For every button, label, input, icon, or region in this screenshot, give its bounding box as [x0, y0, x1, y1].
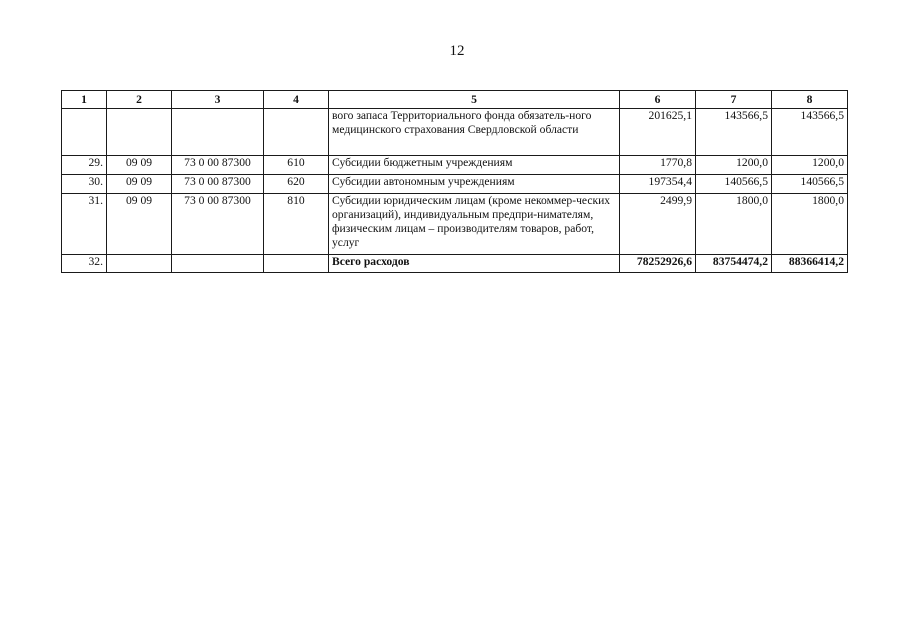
- amount-col-6: 197354,4: [620, 175, 696, 194]
- amount-col-6: 1770,8: [620, 156, 696, 175]
- target-article-code: [172, 109, 264, 156]
- expense-type-code: 610: [264, 156, 329, 175]
- row-number: [62, 109, 107, 156]
- row-number: 31.: [62, 194, 107, 255]
- table-row: [62, 109, 848, 156]
- header-col-2: 2: [107, 91, 172, 109]
- total-row: [62, 255, 848, 273]
- amount-col-8: 1800,0: [772, 194, 848, 255]
- amount-col-7: 1800,0: [696, 194, 772, 255]
- expense-type-code: 810: [264, 194, 329, 255]
- header-col-3: 3: [172, 91, 264, 109]
- total-amount-col-6: 78252926,6: [620, 255, 696, 273]
- amount-col-6: 201625,1: [620, 109, 696, 156]
- expense-type-code: [264, 109, 329, 156]
- section-code: 09 09: [107, 156, 172, 175]
- row-number: 29.: [62, 156, 107, 175]
- table-row: [62, 175, 848, 194]
- total-amount-col-7: 83754474,2: [696, 255, 772, 273]
- amount-col-8: 1200,0: [772, 156, 848, 175]
- target-article-code: 73 0 00 87300: [172, 194, 264, 255]
- row-description: Субсидии юридическим лицам (кроме некоммер-ческих организаций), индивидуальным предпри-нимателям, физическим лицам – производителям товаров, работ, услуг: [329, 194, 620, 255]
- expense-type-code: 620: [264, 175, 329, 194]
- expense-type-code: [264, 255, 329, 273]
- row-description: вого запаса Территориального фонда обязатель-ного медицинского страхования Свердловской области: [329, 109, 620, 156]
- amount-col-6: 2499,9: [620, 194, 696, 255]
- row-description: Субсидии автономным учреждениям: [329, 175, 620, 194]
- target-article-code: 73 0 00 87300: [172, 156, 264, 175]
- header-col-6: 6: [620, 91, 696, 109]
- amount-col-7: 143566,5: [696, 109, 772, 156]
- row-number: 30.: [62, 175, 107, 194]
- total-label: Всего расходов: [329, 255, 620, 273]
- section-code: 09 09: [107, 175, 172, 194]
- header-col-1: 1: [62, 91, 107, 109]
- row-description: Субсидии бюджетным учреждениям: [329, 156, 620, 175]
- amount-col-7: 140566,5: [696, 175, 772, 194]
- header-row: [62, 91, 848, 109]
- header-col-4: 4: [264, 91, 329, 109]
- total-amount-col-8: 88366414,2: [772, 255, 848, 273]
- budget-table: [61, 90, 848, 273]
- amount-col-8: 140566,5: [772, 175, 848, 194]
- header-col-5: 5: [329, 91, 620, 109]
- header-col-8: 8: [772, 91, 848, 109]
- amount-col-7: 1200,0: [696, 156, 772, 175]
- section-code: [107, 109, 172, 156]
- row-number: 32.: [62, 255, 107, 273]
- amount-col-8: 143566,5: [772, 109, 848, 156]
- table-row: [62, 156, 848, 175]
- section-code: 09 09: [107, 194, 172, 255]
- header-col-7: 7: [696, 91, 772, 109]
- target-article-code: [172, 255, 264, 273]
- table-row: [62, 194, 848, 255]
- page-number: 12: [449, 43, 465, 59]
- target-article-code: 73 0 00 87300: [172, 175, 264, 194]
- section-code: [107, 255, 172, 273]
